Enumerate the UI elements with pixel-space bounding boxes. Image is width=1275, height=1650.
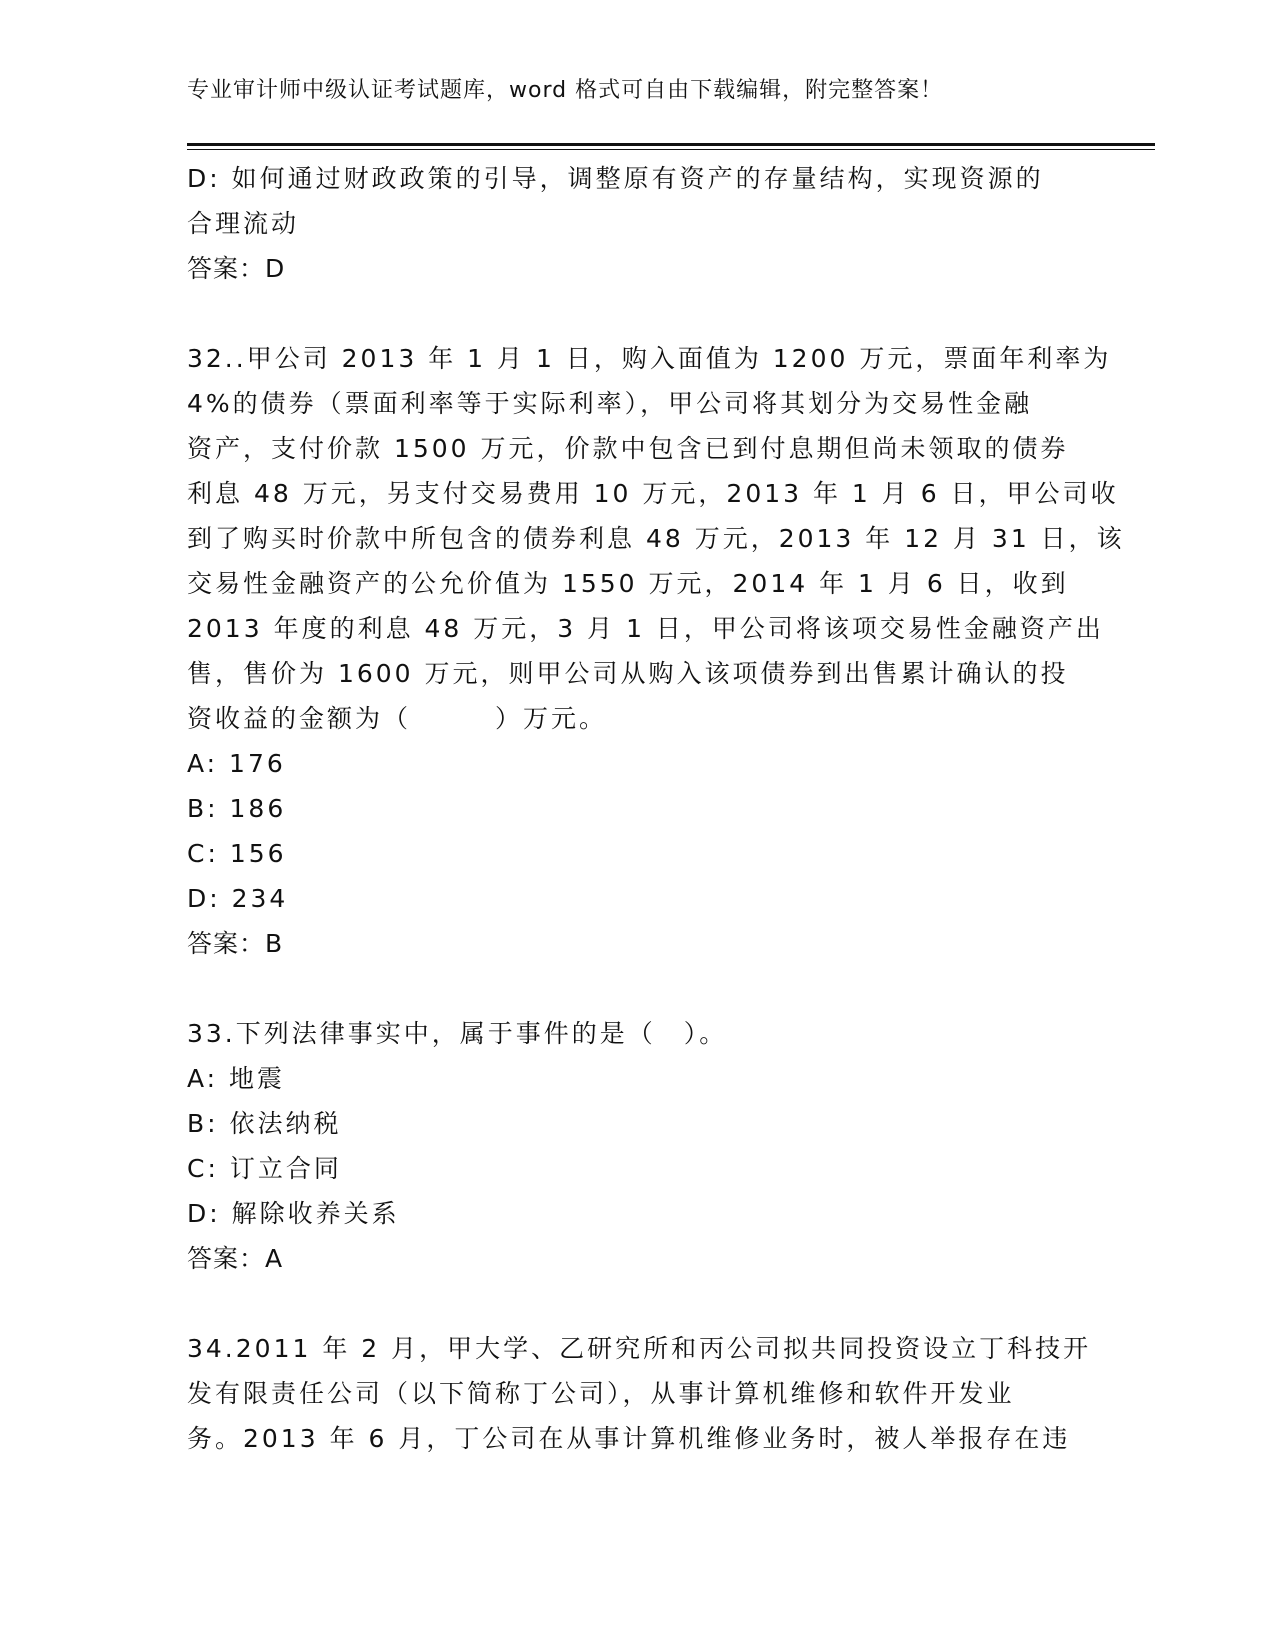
- document-body: [187, 156, 1125, 1461]
- option-b: B: 依法纳税: [187, 1109, 342, 1138]
- answer: 答案：D: [187, 254, 286, 283]
- question-31: [187, 156, 1077, 291]
- option-d-continued: 合理流动: [187, 209, 300, 238]
- question-stem-line: 资收益的金额为（ ）万元。: [187, 704, 608, 733]
- header-rule-thick: [187, 143, 1155, 146]
- option-c: C: 订立合同: [187, 1154, 342, 1183]
- spacer: [187, 966, 1077, 1011]
- question-34: [187, 1326, 1092, 1461]
- question-stem-line: 33.下列法律事实中，属于事件的是（ ）。: [187, 1019, 728, 1048]
- question-stem-line: 到了购买时价款中所包含的债券利息 48 万元，2013 年 12 月 31 日，该: [187, 524, 1125, 553]
- option-d: D: 解除收养关系: [187, 1199, 400, 1228]
- spacer: [187, 1281, 1077, 1326]
- question-32: [187, 336, 1125, 966]
- option-a: A: 176: [187, 749, 286, 778]
- question-stem-line: 资产，支付价款 1500 万元，价款中包含已到付息期但尚未领取的债券: [187, 434, 1069, 463]
- answer: 答案：B: [187, 929, 284, 958]
- question-stem-line: 利息 48 万元，另支付交易费用 10 万元，2013 年 1 月 6 日，甲公司收: [187, 479, 1119, 508]
- question-stem-line: 发有限责任公司（以下简称丁公司），从事计算机维修和软件开发业: [187, 1379, 1015, 1408]
- question-stem-line: 34.2011 年 2 月，甲大学、乙研究所和丙公司拟共同投资设立丁科技开: [187, 1334, 1092, 1363]
- option-d: D: 234: [187, 884, 289, 913]
- question-33: [187, 1011, 1077, 1281]
- question-stem-line: 售，售价为 1600 万元，则甲公司从购入该项债券到出售累计确认的投: [187, 659, 1069, 688]
- option-b: B: 186: [187, 794, 287, 823]
- question-stem-line: 2013 年度的利息 48 万元，3 月 1 日，甲公司将该项交易性金融资产出: [187, 614, 1104, 643]
- header-rule-thin: [187, 149, 1155, 150]
- question-stem-line: 32..甲公司 2013 年 1 月 1 日，购入面值为 1200 万元，票面年利率为: [187, 344, 1112, 373]
- page-header: 专业审计师中级认证考试题库，word 格式可自由下载编辑，附完整答案！: [187, 78, 944, 103]
- question-stem-line: 务。2013 年 6 月，丁公司在从事计算机维修业务时，被人举报存在违: [187, 1424, 1071, 1453]
- spacer: [187, 291, 1077, 336]
- option-c: C: 156: [187, 839, 287, 868]
- option-d: D: 如何通过财政政策的引导，调整原有资产的存量结构，实现资源的: [187, 164, 1044, 193]
- option-a: A: 地震: [187, 1064, 286, 1093]
- answer: 答案：A: [187, 1244, 284, 1273]
- question-stem-line: 交易性金融资产的公允价值为 1550 万元，2014 年 1 月 6 日，收到: [187, 569, 1069, 598]
- question-stem-line: 4%的债券（票面利率等于实际利率），甲公司将其划分为交易性金融: [187, 389, 1033, 418]
